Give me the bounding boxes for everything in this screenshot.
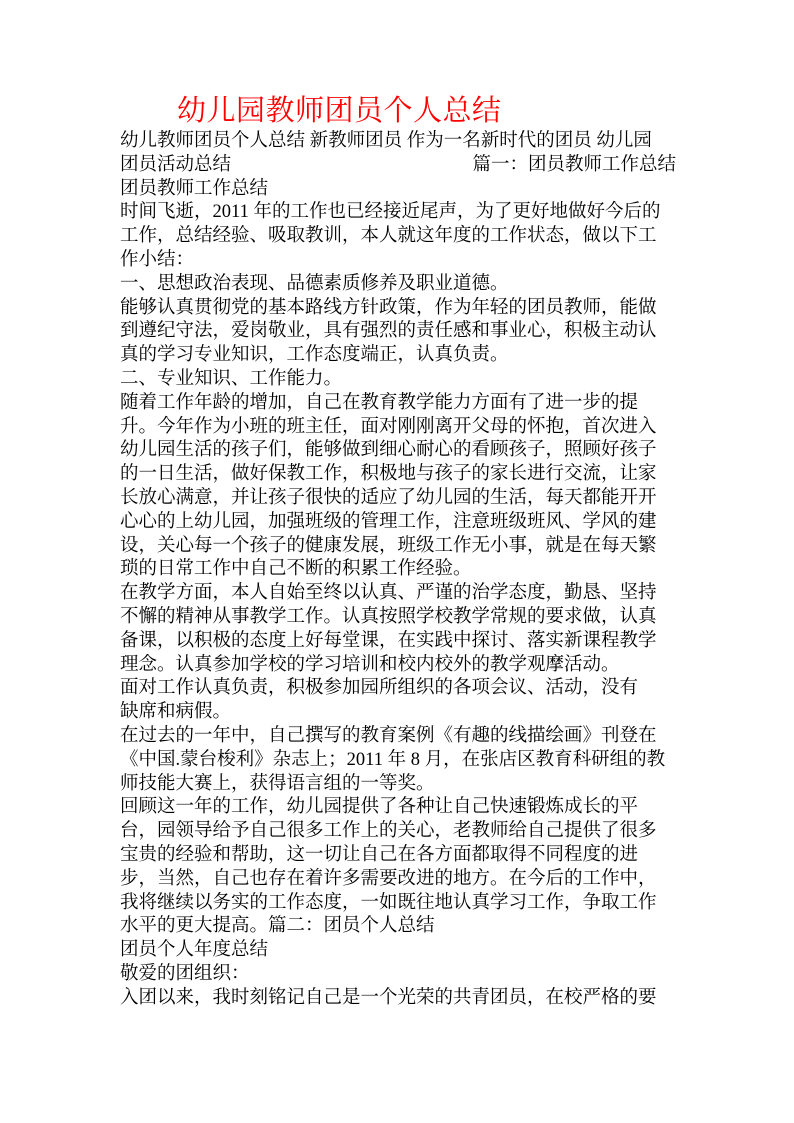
text-line: 入团以来，我时刻铭记自己是一个光荣的共青团员，在校严格的要 <box>120 987 657 1008</box>
text-line: 宝贵的经验和帮助，这一切让自己在各方面都取得不同程度的进 <box>120 844 639 865</box>
text-line: 作小结： <box>120 249 195 270</box>
text-line: 时间飞逝，2011 年的工作也已经接近尾声，为了更好地做好今后的 <box>120 202 661 223</box>
text-line: 台，园领导给予自己很多工作上的关心，老教师给自己提供了很多 <box>120 821 657 842</box>
text-line: 心心的上幼儿园，加强班级的管理工作，注意班级班风、学风的建 <box>120 511 657 532</box>
text-line: 长放心满意，并让孩子很快的适应了幼儿园的生活，每天都能开开 <box>120 487 657 508</box>
text-line: 随着工作年龄的增加，自己在教育教学能力方面有了进一步的提 <box>120 392 639 413</box>
keywords-line: 幼儿教师团员个人总结 新教师团员 作为一名新时代的团员 幼儿园 <box>120 131 652 151</box>
keywords-line <box>120 154 676 178</box>
text-line: 我将继续以务实的工作态度，一如既往地认真学习工作，争取工作 <box>120 892 657 913</box>
document-body <box>120 130 676 1010</box>
text-line: 升。今年作为小班的班主任，面对刚刚离开父母的怀抱，首次进入 <box>120 416 657 437</box>
text-line: 《中国.蒙台梭利》杂志上；2011 年 8 月，在张店区教育科研组的教 <box>120 749 666 770</box>
text-line: 回顾这一年的工作，幼儿园提供了各种让自己快速锻炼成长的平 <box>120 797 639 818</box>
text-line: 团员教师工作总结 <box>120 178 269 199</box>
text-line: 步，当然，自己也存在着许多需要改进的地方。在今后的工作中， <box>120 868 657 889</box>
text-line: 幼儿园生活的孩子们，能够做到细心耐心的看顾孩子，照顾好孩子 <box>120 440 657 461</box>
document-title: 幼儿园教师团员个人总结 <box>177 95 502 127</box>
section-heading: 篇一：团员教师工作总结 <box>472 154 676 175</box>
text-line: 到遵纪守法，爱岗敬业，具有强烈的责任感和事业心，积极主动认 <box>120 321 657 342</box>
text-line: 不懈的精神从事教学工作。认真按照学校教学常规的要求做，认真 <box>120 606 657 627</box>
section-heading: 团员个人年度总结 <box>120 940 269 961</box>
text-line: 在教学方面，本人自始至终以认真、严谨的治学态度，勤恳、坚持 <box>120 583 657 604</box>
text-line: 师技能大赛上，获得语言组的一等奖。 <box>120 773 435 794</box>
text-line: 设，关心每一个孩子的健康发展，班级工作无小事，就是在每天繁 <box>120 535 657 556</box>
text-line: 备课，以积极的态度上好每堂课，在实践中探讨、落实新课程教学 <box>120 630 657 651</box>
section-heading: 一、思想政治表现、品德素质修养及职业道德。 <box>120 273 509 294</box>
text-line: 理念。认真参加学校的学习培训和校内校外的教学观摩活动。 <box>120 654 620 675</box>
text-line: 的一日生活，做好保教工作，积极地与孩子的家长进行交流，让家 <box>120 464 657 485</box>
text-line: 面对工作认真负责，积极参加园所组织的各项会议、活动，没有 <box>120 678 639 699</box>
text-line: 琐的日常工作中自己不断的积累工作经验。 <box>120 559 472 580</box>
text-line: 缺席和病假。 <box>120 702 232 723</box>
text-line: 能够认真贯彻党的基本路线方针政策，作为年轻的团员教师，能做 <box>120 297 657 318</box>
text-line: 敬爱的团组织： <box>120 963 250 984</box>
text-line: 水平的更大提高。篇二：团员个人总结 <box>120 916 435 937</box>
text-line: 工作，总结经验、吸取教训，本人就这年度的工作状态，做以下工 <box>120 226 657 247</box>
text-line: 在过去的一年中，自己撰写的教育案例《有趣的线描绘画》刊登在 <box>120 725 657 746</box>
keywords-text: 团员活动总结 <box>120 154 232 175</box>
section-heading: 二、专业知识、工作能力。 <box>120 368 343 389</box>
text-line: 真的学习专业知识，工作态度端正，认真负责。 <box>120 345 509 366</box>
